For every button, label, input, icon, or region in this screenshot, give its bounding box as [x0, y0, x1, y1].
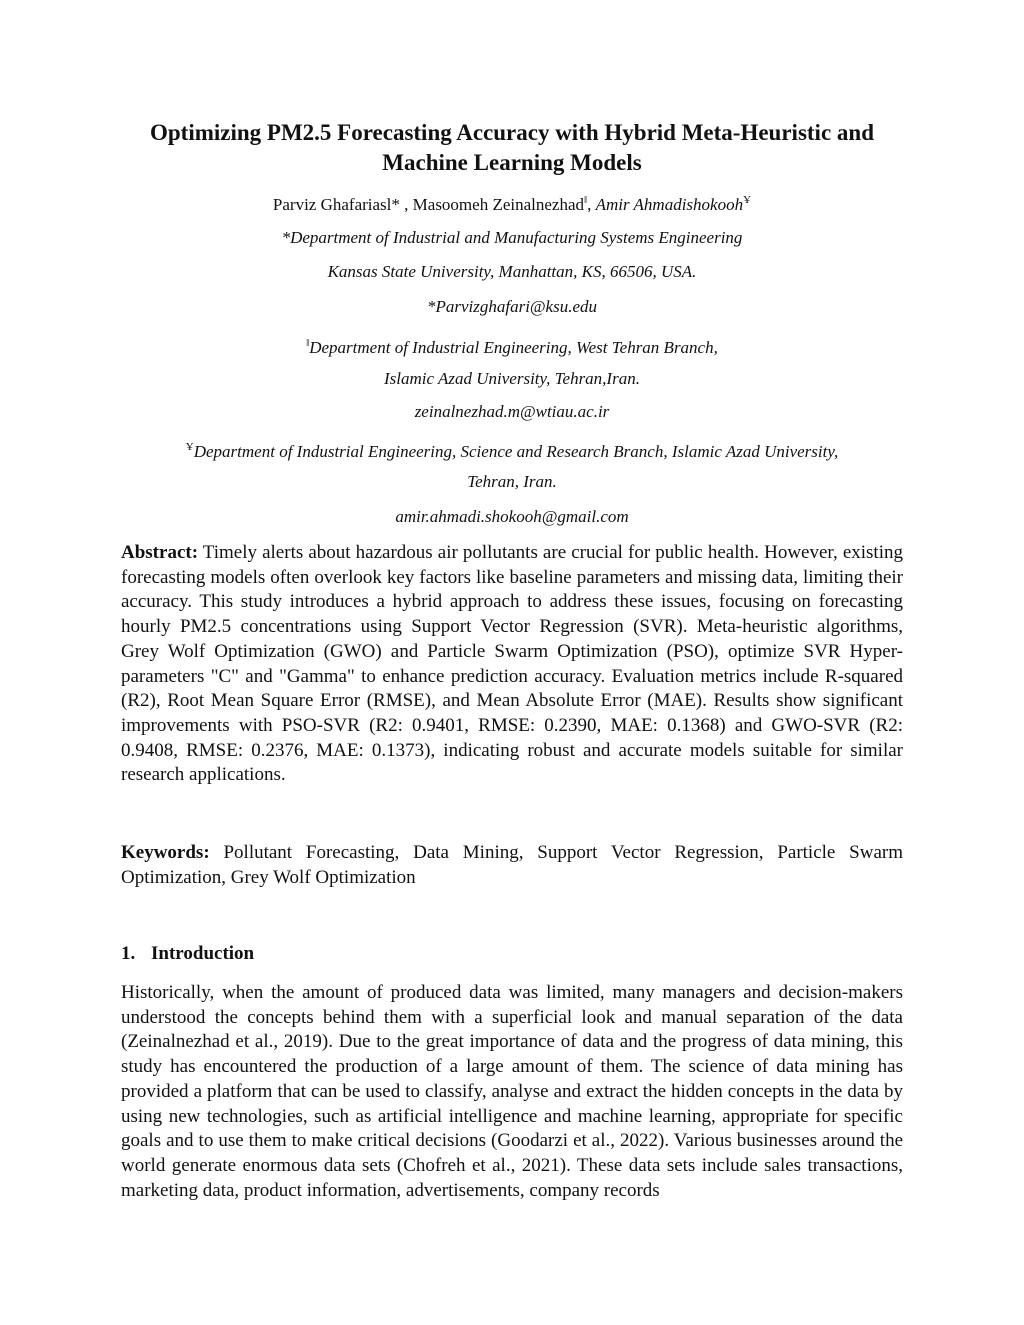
affiliation-1-email: *Parvizghafari@ksu.edu — [426, 297, 598, 316]
author-3: Amir Ahmadishokooh — [595, 195, 744, 214]
author-3-mark: Ұ — [743, 194, 752, 206]
author-2-mark: ǁ — [584, 194, 588, 206]
abstract-text: Timely alerts about hazardous air pollutants are crucial for public health. However, existing forecasting models often overlook key factors like baseline parameters and missing data, limiting their accuracy. This study introduces a hybrid approach to address these issues, focusing on forecasting hourly PM2.5 concentrations using Support Vector Regression (SVR). Meta-heuristic algorithms, Grey Wolf Optimization (GWO) and Particle Swarm Optimization (PSO), optimize SVR Hyper-parameters "C" and "Gamma" to enhance prediction accuracy. Evaluation metrics include R-squared (R2), Root Mean Square Error (RMSE), and Mean Absolute Error (MAE). Results show significant improvements with PSO-SVR (R2: 0.9401, RMSE: 0.2390, MAE: 0.1368) and GWO-SVR (R2: 0.9408, RMSE: 0.2376, MAE: 0.1373), indicating robust and accurate models suitable for similar research applications. — [121, 542, 903, 786]
affiliation-1-univ: Kansas State University, Manhattan, KS, 66506, USA. — [327, 262, 697, 281]
abstract-label: Abstract: — [121, 542, 199, 563]
author-1: Parviz Ghafariasl* , — [272, 195, 409, 214]
keywords-text: Pollutant Forecasting, Data Mining, Support Vector Regression, Particle Swarm Optimization, Grey Wolf Optimization — [121, 842, 903, 888]
author-separator: , — [587, 195, 592, 214]
title-line-2: Machine Learning Models — [382, 150, 642, 175]
keywords — [121, 841, 903, 890]
section-number: 1. — [121, 943, 136, 964]
abstract — [121, 541, 903, 788]
introduction-paragraph: Historically, when the amount of produced data was limited, many managers and decision-makers understood the concepts behind them with a superficial look and manual separation of the data (Zeinalnezhad et al., 2019). Due to the great importance of data and the progress of data mining, this study has encountered the production of a large amount of them. The science of data mining has provided a platform that can be used to classify, analyse and extract the hidden concepts in the data by using new technologies, such as artificial intelligence and machine learning, appropriate for specific goals and to use them to make critical decisions (Goodarzi et al., 2022). Various businesses around the world generate enormous data sets (Chofreh et al., 2021). These data sets include sales transactions, marketing data, product information, advertisements, company records — [121, 982, 903, 1201]
paper-title — [100, 118, 924, 178]
affiliation-3-dept — [60, 437, 964, 462]
affiliation-2-mark: ǁ — [306, 337, 310, 349]
affiliation-2-email: zeinalnezhad.m@wtiau.ac.ir — [414, 402, 610, 421]
affiliation-2-dept-text: Department of Industrial Engineering, West Tehran Branch, — [309, 338, 718, 357]
author-list — [60, 190, 964, 215]
affiliation-3-email: amir.ahmadi.shokooh@gmail.com — [395, 507, 629, 526]
section-heading — [121, 942, 254, 966]
section-title: Introduction — [151, 943, 255, 964]
keywords-label: Keywords: — [121, 842, 210, 863]
affiliation-3-mark: Ұ — [185, 441, 194, 453]
affiliation-3-dept-text: Department of Industrial Engineering, Science and Research Branch, Islamic Azad University, — [193, 442, 839, 461]
affiliation-3-city: Tehran, Iran. — [467, 472, 557, 491]
affiliation-2-dept — [60, 333, 964, 358]
author-2: Masoomeh Zeinalnezhad — [412, 195, 585, 214]
title-line-1: Optimizing PM2.5 Forecasting Accuracy with Hybrid Meta-Heuristic and — [150, 120, 874, 145]
affiliation-2-univ: Islamic Azad University, Tehran,Iran. — [384, 369, 640, 388]
affiliation-1-dept: *Department of Industrial and Manufacturing Systems Engineering — [281, 228, 743, 247]
